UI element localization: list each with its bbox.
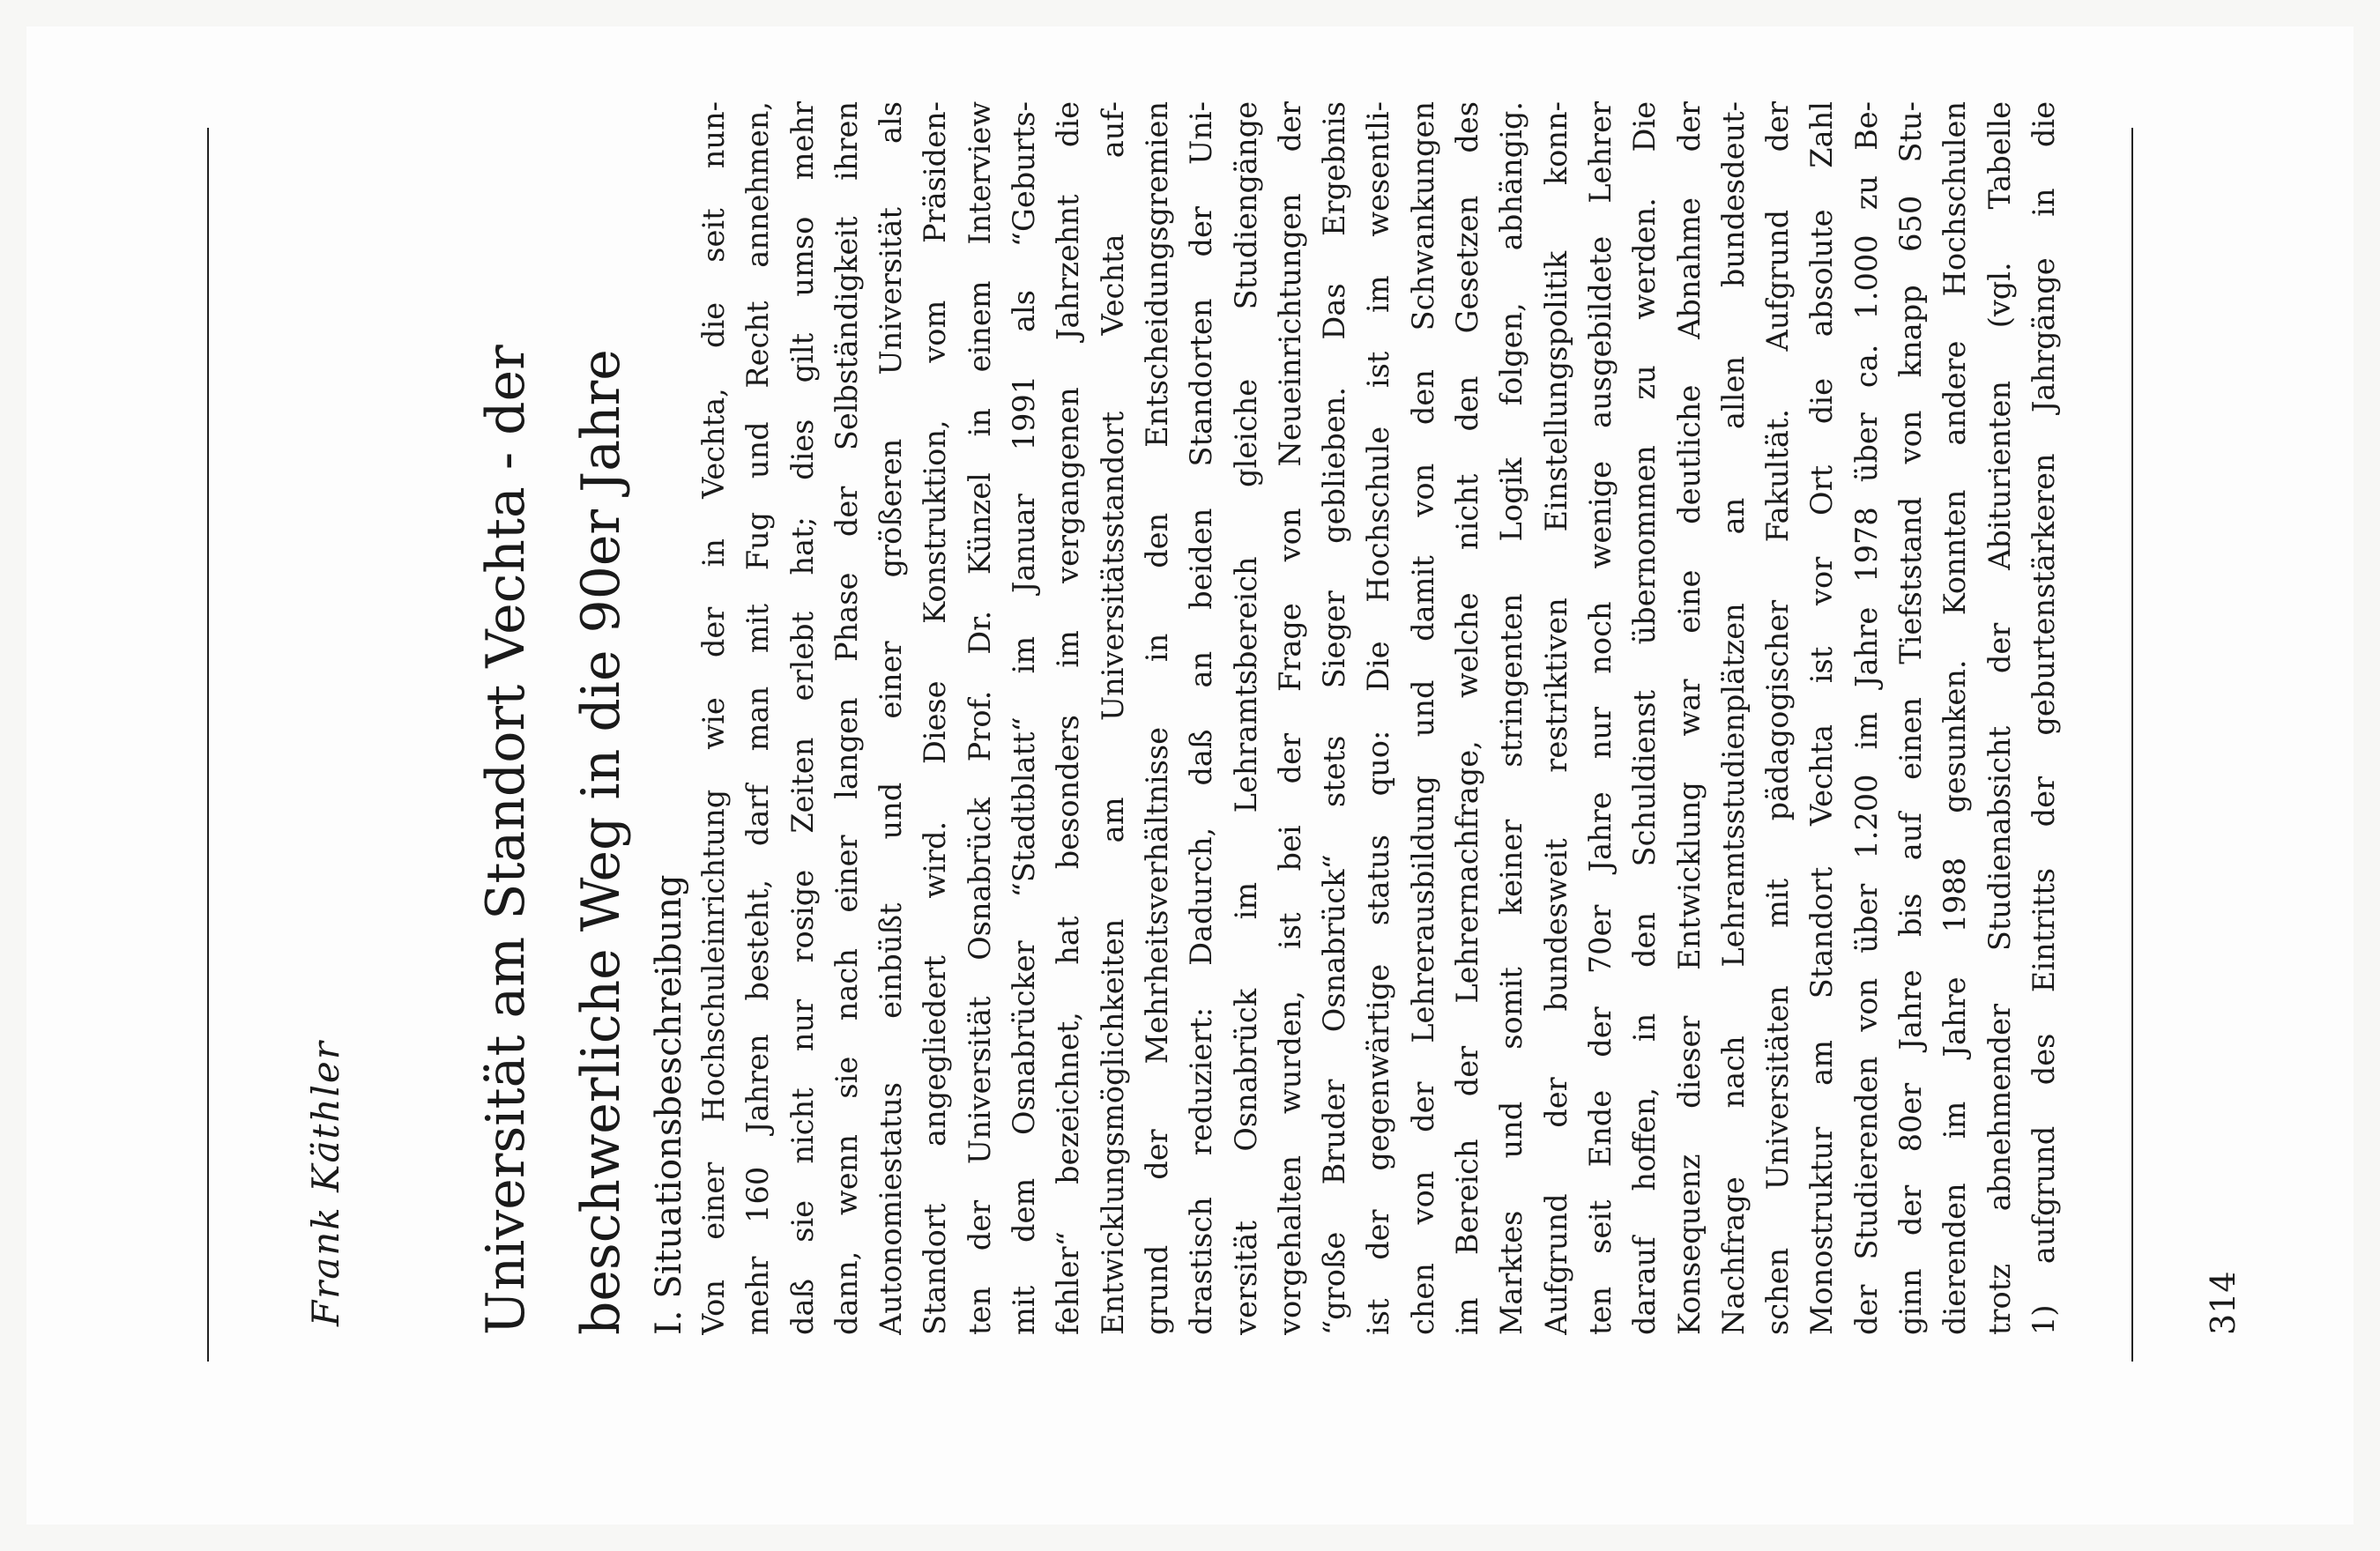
section-heading: I. Situationsbeschreibung — [649, 874, 689, 1335]
body-line: vorgehalten wurden, ist bei der Frage von Neueinrichtungen der — [1272, 101, 1307, 1335]
body-line: dann, wenn sie nach einer langen Phase der Selbständigkeit ihren — [829, 101, 864, 1335]
body-line: Von einer Hochschuleinrichtung wie der in Vechta, die seit nun- — [696, 101, 731, 1335]
body-line: Entwicklungsmöglichkeiten am Universitätsstandort Vechta auf- — [1095, 101, 1130, 1335]
body-line: ginn der 80er Jahre bis auf einen Tiefststand von knapp 650 Stu- — [1893, 101, 1929, 1335]
body-line: drastisch reduziert: Dadurch, daß an beiden Standorten der Uni- — [1184, 101, 1219, 1335]
body-line: ten der Universität Osnabrück Prof. Dr. Künzel in einem Interview — [962, 101, 997, 1335]
body-line: fehler“ bezeichnet, hat besonders im vergangenen Jahrzehnt die — [1051, 101, 1086, 1335]
body-line: grund der Mehrheitsverhältnisse in den Entscheidungsgremien — [1139, 101, 1174, 1335]
body-text — [692, 101, 2066, 1335]
page-number: 314 — [2204, 1271, 2242, 1335]
body-line: darauf hoffen, in den Schuldienst übernommen zu werden. Die — [1627, 101, 1662, 1335]
body-line: Marktes und somit keiner stringenten Logik folgen, abhängig. — [1494, 101, 1529, 1335]
body-line: im Bereich der Lehrernachfrage, welche nicht den Gesetzen des — [1450, 101, 1485, 1335]
body-line: daß sie nicht nur rosige Zeiten erlebt hat; dies gilt umso mehr — [785, 101, 820, 1335]
body-line: mit dem Osnabrücker “Stadtblatt“ im Januar 1991 als “Geburts- — [1007, 101, 1042, 1335]
body-line: dierenden im Jahre 1988 gesunken. Konnten andere Hochschulen — [1937, 101, 1973, 1335]
body-line: schen Universitäten mit pädagogischer Fakultät. Aufgrund der — [1760, 101, 1796, 1335]
top-rule — [207, 128, 209, 1362]
body-line: 1) aufgrund des Eintritts der geburtenstärkeren Jahrgänge in die — [2026, 101, 2061, 1335]
body-line: mehr 160 Jahren besteht, darf man mit Fug und Recht annehmen, — [740, 101, 776, 1335]
body-line: Monostruktur am Standort Vechta ist vor Ort die absolute Zahl — [1804, 101, 1840, 1335]
body-line: “große Bruder Osnabrück“ stets Sieger geblieben. Das Ergebnis — [1317, 101, 1352, 1335]
author-name: Frank Käthler — [304, 1040, 347, 1326]
body-line: ist der gegenwärtige status quo: Die Hochschule ist im wesentli- — [1361, 101, 1396, 1335]
body-line: Nachfrage nach Lehramtsstudienplätzen an allen bundesdeut- — [1715, 101, 1751, 1335]
bottom-rule — [2131, 128, 2133, 1362]
body-line: Autonomiestatus einbüßt und einer größeren Universität als — [874, 101, 909, 1335]
article-title — [458, 101, 649, 1335]
body-line: der Studierenden von über 1.200 im Jahre 1978 über ca. 1.000 zu Be- — [1848, 101, 1884, 1335]
body-line: ten seit Ende der 70er Jahre nur noch wenige ausgebildete Lehrer — [1582, 101, 1618, 1335]
title-line-2: beschwerliche Weg in die 90er Jahre — [570, 349, 632, 1335]
body-line: Aufgrund der bundesweit restriktiven Einstellungspolitik konn- — [1538, 101, 1573, 1335]
body-line: Standort angegliedert wird. Diese Konstruktion, vom Präsiden- — [918, 101, 953, 1335]
body-line: chen von der Lehrerausbildung und damit von den Schwankungen — [1405, 101, 1440, 1335]
body-line: trotz abnehmender Studienabsicht der Abiturienten (vgl. Tabelle — [1982, 101, 2017, 1335]
title-line-1: Universität am Standort Vechta - der — [475, 345, 537, 1335]
body-line: versität Osnabrück im Lehramtsbereich gleiche Studiengänge — [1228, 101, 1263, 1335]
body-line: Konsequenz dieser Entwicklung war eine deutliche Abnahme der — [1671, 101, 1707, 1335]
